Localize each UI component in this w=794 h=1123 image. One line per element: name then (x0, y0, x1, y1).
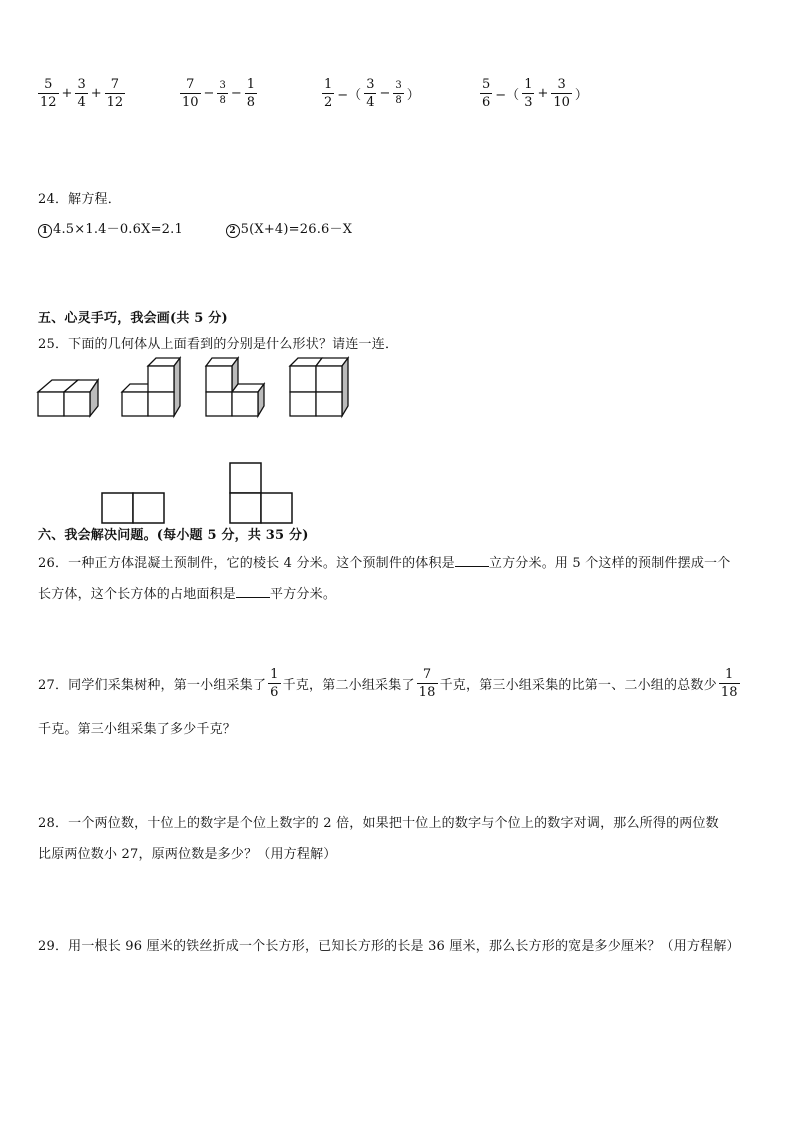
equation-1: 4.5×1.4－0.6X=2.1 (53, 222, 183, 237)
operator: + (90, 86, 102, 101)
numerator: 5 (44, 77, 53, 92)
operator: − (379, 86, 391, 101)
operator: − (203, 86, 215, 101)
numerator: 3 (219, 80, 226, 91)
fraction (268, 668, 280, 699)
numerator: 5 (482, 77, 491, 92)
question-28-line-2: 比原两位数小 27，原两位数是多少？（用方程解） (38, 847, 337, 862)
denominator: 6 (482, 95, 491, 110)
question-text: 千克，第二小组采集了 (282, 678, 415, 693)
fraction (322, 78, 334, 109)
operator: ） (406, 88, 420, 103)
question-text: 立方分米。用 5 个这样的预制件摆成一个 (488, 556, 731, 571)
circled-number-1: 1 (38, 224, 52, 238)
question-24-title: 24．解方程． (38, 192, 121, 207)
fraction (105, 78, 126, 109)
denominator: 6 (270, 685, 279, 700)
denominator: 2 (324, 95, 333, 110)
section-5-heading: 五、心灵手巧，我会画(共 5 分) (38, 311, 228, 326)
operator: − (230, 86, 242, 101)
denominator: 3 (524, 95, 533, 110)
calc-expression-2 (178, 78, 259, 109)
question-28-line-1: 28．一个两位数，十位上的数字是个位上数字的 2 倍，如果把十位上的数字与个位上的数字对调，那么所得的两位数 (38, 816, 719, 831)
fraction (38, 78, 59, 109)
denominator: 18 (720, 685, 738, 700)
numerator: 1 (324, 77, 333, 92)
numerator: 1 (725, 667, 734, 682)
fraction (522, 78, 534, 109)
question-text: 长方体，这个长方体的占地面积是 (38, 587, 237, 602)
fraction (364, 78, 376, 109)
operator: + (61, 86, 73, 101)
equation-2: 5(X+4)=26.6－X (240, 222, 353, 237)
numerator: 1 (524, 77, 533, 92)
question-text: 千克，第三小组采集的比第一、二小组的总数少 (439, 678, 717, 693)
fraction (480, 78, 492, 109)
top-view-shape-2 (228, 461, 296, 525)
numerator: 7 (110, 77, 120, 92)
calc-expression-3 (320, 78, 421, 109)
numerator: 7 (186, 77, 195, 92)
operator: −（ (495, 88, 520, 103)
fraction (75, 78, 87, 109)
denominator: 12 (40, 95, 57, 110)
question-27-line-1 (38, 668, 742, 699)
question-25-text: 25．下面的几何体从上面看到的分别是什么形状？请连一连． (38, 337, 399, 352)
cube-figure-4 (286, 356, 356, 420)
circled-number-2: 2 (226, 224, 240, 238)
question-27-line-2: 千克。第三小组采集了多少千克？ (38, 722, 237, 737)
numerator: 1 (246, 77, 256, 92)
denominator: 10 (182, 95, 199, 110)
calc-expression-4 (478, 78, 589, 109)
denominator: 18 (418, 685, 436, 700)
question-29-line-1: 29．用一根长 96 厘米的铁丝折成一个长方形，已知长方形的长是 36 厘米，那么长方形的宽是多少厘米？（用方程解） (38, 939, 740, 954)
question-26-line-1 (38, 552, 730, 571)
cube-figure-3 (202, 356, 274, 420)
numerator: 3 (77, 77, 86, 92)
denominator: 10 (553, 95, 570, 110)
denominator: 12 (106, 95, 124, 110)
operator: ） (574, 88, 588, 103)
numerator: 3 (557, 77, 566, 92)
fraction (393, 81, 403, 106)
denominator: 4 (77, 95, 86, 110)
numerator: 3 (366, 77, 375, 92)
fraction (719, 668, 740, 699)
cube-figure-2 (118, 356, 188, 420)
operator: −（ (337, 88, 362, 103)
denominator: 8 (246, 95, 256, 110)
fraction (551, 78, 572, 109)
question-text: 27．同学们采集树种，第一小组采集了 (38, 678, 267, 693)
numerator: 7 (422, 667, 432, 682)
fraction (180, 78, 201, 109)
calc-expression-1 (36, 78, 127, 109)
denominator: 8 (395, 95, 402, 106)
section-6-heading: 六、我会解决问题。(每小题 5 分，共 35 分) (38, 528, 309, 543)
answer-blank[interactable] (236, 585, 270, 598)
answer-blank[interactable] (455, 554, 489, 567)
question-24-equations (38, 218, 352, 238)
cube-figure-1 (34, 372, 104, 420)
operator: + (537, 86, 549, 101)
question-26-line-2 (38, 583, 336, 602)
question-text: 平方分米。 (270, 587, 337, 602)
numerator: 3 (395, 80, 402, 91)
fraction (217, 81, 227, 106)
fraction (245, 78, 257, 109)
question-text: 26．一种正方体混凝土预制件，它的棱长 4 分米。这个预制件的体积是 (38, 556, 455, 571)
top-view-shape-1 (100, 491, 168, 525)
denominator: 4 (366, 95, 375, 110)
fraction (417, 668, 438, 699)
denominator: 8 (219, 95, 226, 106)
numerator: 1 (270, 667, 279, 682)
